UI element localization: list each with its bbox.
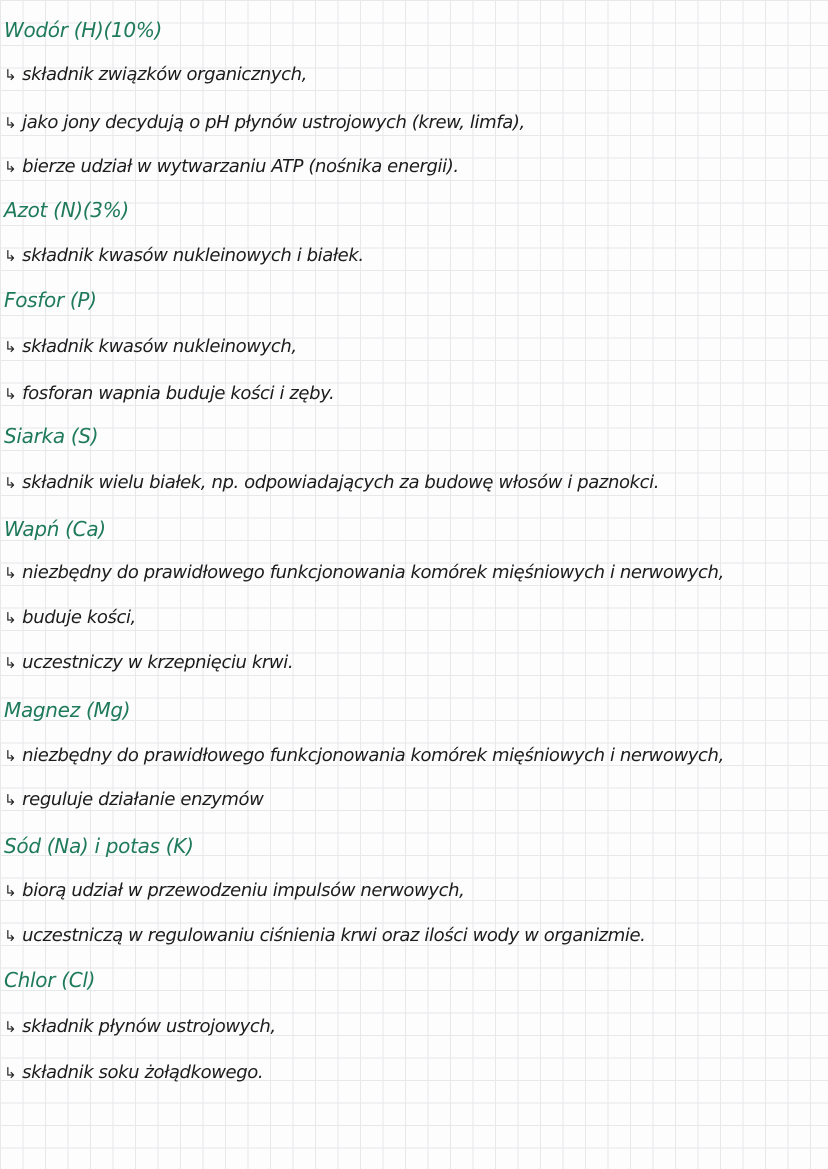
bullet-line	[4, 925, 645, 946]
arrow-icon: ↳	[4, 564, 17, 582]
bullet-text: składnik kwasów nukleinowych i białek.	[22, 245, 364, 266]
arrow-icon: ↳	[4, 474, 17, 492]
bullet-text: biorą udział w przewodzeniu impulsów nerwowych,	[22, 880, 465, 901]
bullet-text: buduje kości,	[22, 607, 136, 628]
bullet-line	[4, 652, 293, 673]
arrow-icon: ↳	[4, 1064, 17, 1082]
arrow-icon: ↳	[4, 927, 17, 945]
bullet-text: składnik płynów ustrojowych,	[22, 1016, 276, 1037]
arrow-icon: ↳	[4, 654, 17, 672]
bullet-text: bierze udział w wytwarzaniu ATP (nośnika energii).	[22, 156, 459, 177]
bullet-line	[4, 112, 525, 133]
section-title-siarka: Siarka (S)	[4, 424, 99, 448]
bullet-text: uczestniczy w krzepnięciu krwi.	[22, 652, 294, 673]
bullet-line	[4, 336, 297, 357]
bullet-text: niezbędny do prawidłowego funkcjonowania komórek mięśniowych i nerwowych,	[22, 745, 724, 766]
bullet-text: składnik soku żołądkowego.	[22, 1062, 264, 1083]
bullet-line	[4, 880, 464, 901]
section-title-sod-potas: Sód (Na) i potas (K)	[4, 834, 194, 858]
arrow-icon: ↳	[4, 1018, 17, 1036]
arrow-icon: ↳	[4, 609, 17, 627]
section-title-wapn: Wapń (Ca)	[4, 517, 106, 541]
arrow-icon: ↳	[4, 114, 17, 132]
bullet-text: reguluje działanie enzymów	[22, 789, 264, 810]
bullet-text: składnik kwasów nukleinowych,	[22, 336, 297, 357]
bullet-line	[4, 472, 659, 493]
arrow-icon: ↳	[4, 158, 17, 176]
bullet-line	[4, 1062, 263, 1083]
section-title-azot: Azot (N)(3%)	[4, 198, 129, 222]
section-title-wodor: Wodór (H)(10%)	[4, 18, 163, 42]
bullet-line	[4, 745, 724, 766]
arrow-icon: ↳	[4, 66, 17, 84]
bullet-line	[4, 383, 334, 404]
section-title-magnez: Magnez (Mg)	[4, 698, 131, 722]
bullet-text: fosforan wapnia buduje kości i zęby.	[22, 383, 335, 404]
bullet-line	[4, 1016, 276, 1037]
bullet-text: niezbędny do prawidłowego funkcjonowania komórek mięśniowych i nerwowych,	[22, 562, 724, 583]
arrow-icon: ↳	[4, 747, 17, 765]
arrow-icon: ↳	[4, 882, 17, 900]
section-title-chlor: Chlor (Cl)	[4, 968, 96, 992]
bullet-line	[4, 562, 724, 583]
section-title-fosfor: Fosfor (P)	[4, 288, 97, 312]
bullet-line	[4, 64, 307, 85]
bullet-line	[4, 607, 136, 628]
bullet-line	[4, 245, 364, 266]
arrow-icon: ↳	[4, 385, 17, 403]
bullet-text: składnik związków organicznych,	[22, 64, 307, 85]
arrow-icon: ↳	[4, 338, 17, 356]
bullet-line	[4, 156, 459, 177]
arrow-icon: ↳	[4, 791, 17, 809]
bullet-text: uczestniczą w regulowaniu ciśnienia krwi oraz ilości wody w organizmie.	[22, 925, 646, 946]
bullet-line	[4, 789, 263, 810]
arrow-icon: ↳	[4, 247, 17, 265]
bullet-text: składnik wielu białek, np. odpowiadających za budowę włosów i paznokci.	[22, 472, 660, 493]
bullet-text: jako jony decydują o pH płynów ustrojowych (krew, limfa),	[22, 112, 525, 133]
